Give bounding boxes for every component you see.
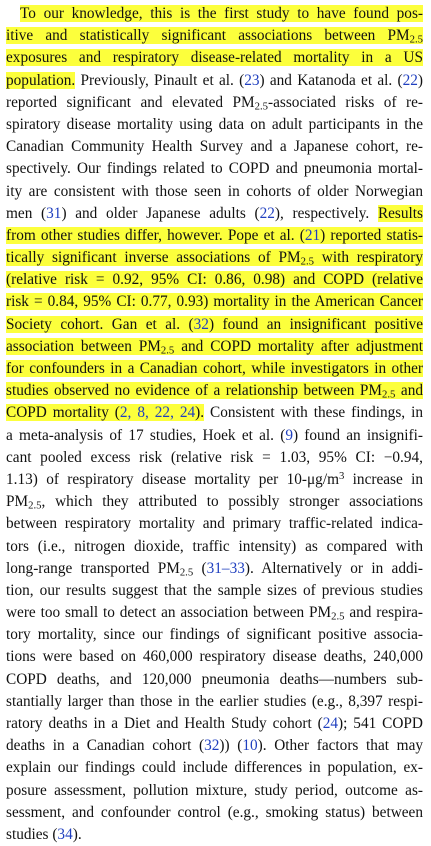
text-segment: were too small to detect an association between PM	[6, 604, 332, 622]
citation-link[interactable]: 31–33	[206, 559, 245, 577]
text-segment: cant pooled excess risk (relative risk = 1.03, 95% CI: −0.94,	[6, 448, 423, 466]
text-segment: long-range transported PM	[6, 559, 180, 577]
citation-link[interactable]: 22	[402, 71, 418, 89]
highlighted-text: 2.5	[161, 338, 174, 355]
text-segment: explain our findings could include differences in population, ex-	[6, 759, 423, 777]
text-segment: ).	[72, 825, 82, 843]
highlighted-text: and COPD mortality after adjustment	[174, 337, 423, 355]
text-line	[6, 780, 423, 802]
highlighted-text: association between PM	[6, 337, 161, 355]
text-segment: COPD deaths, and 120,000 pneumonia deaths—numbers sub-	[6, 670, 423, 688]
text-line	[6, 491, 423, 513]
text-line	[6, 646, 423, 668]
text-line	[6, 136, 423, 158]
text-line	[6, 669, 423, 691]
text-segment: 2.5	[179, 566, 194, 579]
text-segment: 2.5	[254, 100, 268, 113]
highlighted-text: studies observed no evidence of a relationship between PM	[6, 382, 383, 400]
text-line	[6, 402, 423, 424]
text-line	[6, 469, 423, 491]
text-segment: PM	[6, 493, 29, 511]
text-segment: 3	[338, 470, 345, 483]
citation	[207, 560, 245, 577]
text-line	[6, 291, 423, 313]
text-segment: and respira-	[344, 604, 423, 622]
citation-link[interactable]: 10	[242, 737, 258, 755]
text-segment: tions were based on 460,000 respiratory disease deaths, 240,000	[6, 648, 423, 666]
text-line	[6, 247, 423, 269]
highlighted-text: for confounders in a Canadian cohort, while investigators in other	[6, 360, 423, 377]
text-segment: 1.13) of respiratory disease mortality per 10-μg/m	[6, 470, 339, 488]
text-line	[6, 447, 423, 469]
text-line	[6, 203, 423, 225]
text-line	[6, 536, 423, 558]
text-segment: tors (i.e., nitrogen dioxide, traffic intensity) as compared with	[6, 537, 423, 555]
highlighted-text: exposures and respiratory disease-related mortality in a US	[6, 49, 423, 67]
text-line	[6, 25, 423, 47]
citation	[403, 72, 418, 89]
text-segment: 2.5	[331, 610, 345, 623]
text-line	[6, 358, 423, 380]
highlighted-text: ) found an insignificant positive	[208, 315, 423, 333]
text-line	[6, 713, 423, 735]
text-segment: between respiratory mortality and primary traffic-related indica-	[6, 515, 423, 533]
text-segment: ) and older Japanese adults (	[61, 204, 260, 222]
text-line	[6, 580, 423, 602]
text-line	[6, 114, 423, 136]
citation-link[interactable]: 32	[193, 315, 209, 333]
text-segment: Consistent with these findings, in	[204, 404, 423, 422]
citation	[244, 72, 259, 89]
text-segment: men (	[6, 204, 47, 222]
text-line	[6, 602, 423, 624]
highlighted-text: 2.5	[410, 27, 423, 44]
citation	[46, 205, 61, 222]
highlighted-text: 2.5	[382, 382, 395, 399]
highlighted-text: (relative risk = 0.92, 95% CI: 0.86, 0.98) and COPD (relative	[6, 271, 423, 289]
highlighted-text: with respiratory	[314, 249, 423, 267]
text-segment: posure assessment, pollution mixture, study period, outcome as-	[6, 781, 423, 799]
text-line	[6, 70, 423, 92]
text-line	[6, 757, 423, 779]
text-line	[6, 269, 423, 291]
text-segment: spectively. Our findings related to COPD and pneumonia mortal-	[6, 160, 423, 178]
text-segment: increase in	[344, 470, 423, 488]
citation-link[interactable]: 23	[244, 71, 260, 89]
highlighted-text: ).	[195, 404, 205, 422]
text-segment: studies (	[6, 825, 58, 843]
text-line	[6, 380, 423, 402]
citation-link[interactable]: 24	[322, 715, 339, 732]
text-segment: )	[417, 71, 423, 89]
highlighted-text: To our knowledge, this is the first study to have found pos-	[20, 5, 423, 22]
text-segment: ity are consistent with those seen in cohorts of older Norwegian	[6, 182, 423, 200]
highlighted-text: and	[395, 382, 423, 400]
text-segment: sessment, and confounder control (e.g., smoking status) between	[6, 803, 423, 821]
text-segment: ratory deaths in a Diet and Health Study cohort (	[6, 715, 323, 732]
text-line	[6, 824, 423, 846]
text-line	[6, 558, 423, 580]
text-line	[6, 47, 423, 69]
citation	[242, 737, 257, 754]
text-line	[6, 225, 423, 247]
text-line	[6, 181, 423, 203]
text-segment: 2.5	[28, 499, 42, 512]
text-line	[6, 624, 423, 646]
text-line	[6, 802, 423, 824]
text-segment: ), respectively.	[274, 204, 378, 222]
text-segment: Previously, Pinault et al. (	[75, 71, 245, 89]
citation-link[interactable]: 22	[259, 204, 275, 222]
citation-link[interactable]: 34	[57, 825, 73, 843]
highlighted-text: risk = 0.84, 95% CI: 0.77, 0.93) mortality in the American Cancer	[6, 293, 423, 311]
text-line	[6, 3, 423, 25]
citation-link[interactable]: 31	[46, 204, 62, 222]
text-segment: tion, our results suggest that the sample sizes of previous studies	[6, 581, 423, 599]
text-line	[6, 735, 423, 757]
text-segment: -associated risks of re-	[268, 93, 424, 111]
highlighted-text: population.	[6, 71, 76, 89]
citation	[260, 205, 275, 222]
text-segment: ); 541 COPD	[338, 715, 423, 732]
highlighted-text: ) reported statis-	[320, 226, 423, 244]
citation	[323, 715, 338, 732]
text-line	[6, 425, 423, 447]
text-segment: stantially larger than those in the earlier studies (e.g., 8,397 respi-	[6, 692, 423, 710]
highlighted-text: itive and statistically significant associations between PM	[6, 27, 410, 45]
citation-link[interactable]: 21	[304, 226, 321, 244]
highlighted-text: Society cohort. Gan et al. (	[6, 315, 194, 333]
text-segment: ). Alternatively or in addi-	[244, 559, 423, 577]
highlighted-text	[120, 404, 195, 421]
highlighted-text: from other studies differ, however. Pope et al. (	[6, 226, 305, 244]
text-segment: ) found an insignifi-	[292, 426, 423, 444]
highlighted-text: 2.5	[301, 249, 314, 266]
text-segment: deaths in a Canadian cohort (	[6, 737, 205, 755]
citation-link[interactable]: 2, 8, 22, 24	[119, 404, 196, 422]
text-segment: )) (	[219, 737, 243, 755]
text-segment: tory mortality, since our findings of significant positive associa-	[6, 626, 423, 644]
text-segment: spiratory disease mortality using data on adult participants in the	[6, 115, 423, 133]
highlighted-text: Results	[377, 204, 423, 222]
text-line	[6, 158, 423, 180]
highlighted-text	[194, 316, 209, 333]
text-segment: Canadian Community Health Survey and a Japanese cohort, re-	[6, 138, 423, 156]
citation	[204, 737, 219, 754]
highlighted-text: COPD mortality (	[6, 404, 120, 422]
text-segment: reported significant and elevated PM	[6, 93, 255, 111]
citation	[57, 826, 72, 843]
highlighted-text: tically significant inverse associations of PM	[6, 249, 301, 267]
text-segment: , which they attributed to possibly stronger associations	[41, 493, 423, 511]
text-line	[6, 92, 423, 114]
highlighted-text	[305, 227, 320, 244]
citation-link[interactable]: 9	[285, 426, 293, 444]
text-line	[6, 513, 423, 535]
text-segment: ) and Katanoda et al. (	[259, 71, 403, 89]
text-line	[6, 336, 423, 358]
text-line	[6, 314, 423, 336]
citation	[285, 427, 293, 444]
citation-link[interactable]: 32	[204, 737, 220, 755]
text-segment: a meta-analysis of 17 studies, Hoek et al. (	[6, 426, 286, 444]
text-segment: ). Other factors that may	[257, 737, 424, 755]
text-segment: (	[193, 559, 207, 577]
